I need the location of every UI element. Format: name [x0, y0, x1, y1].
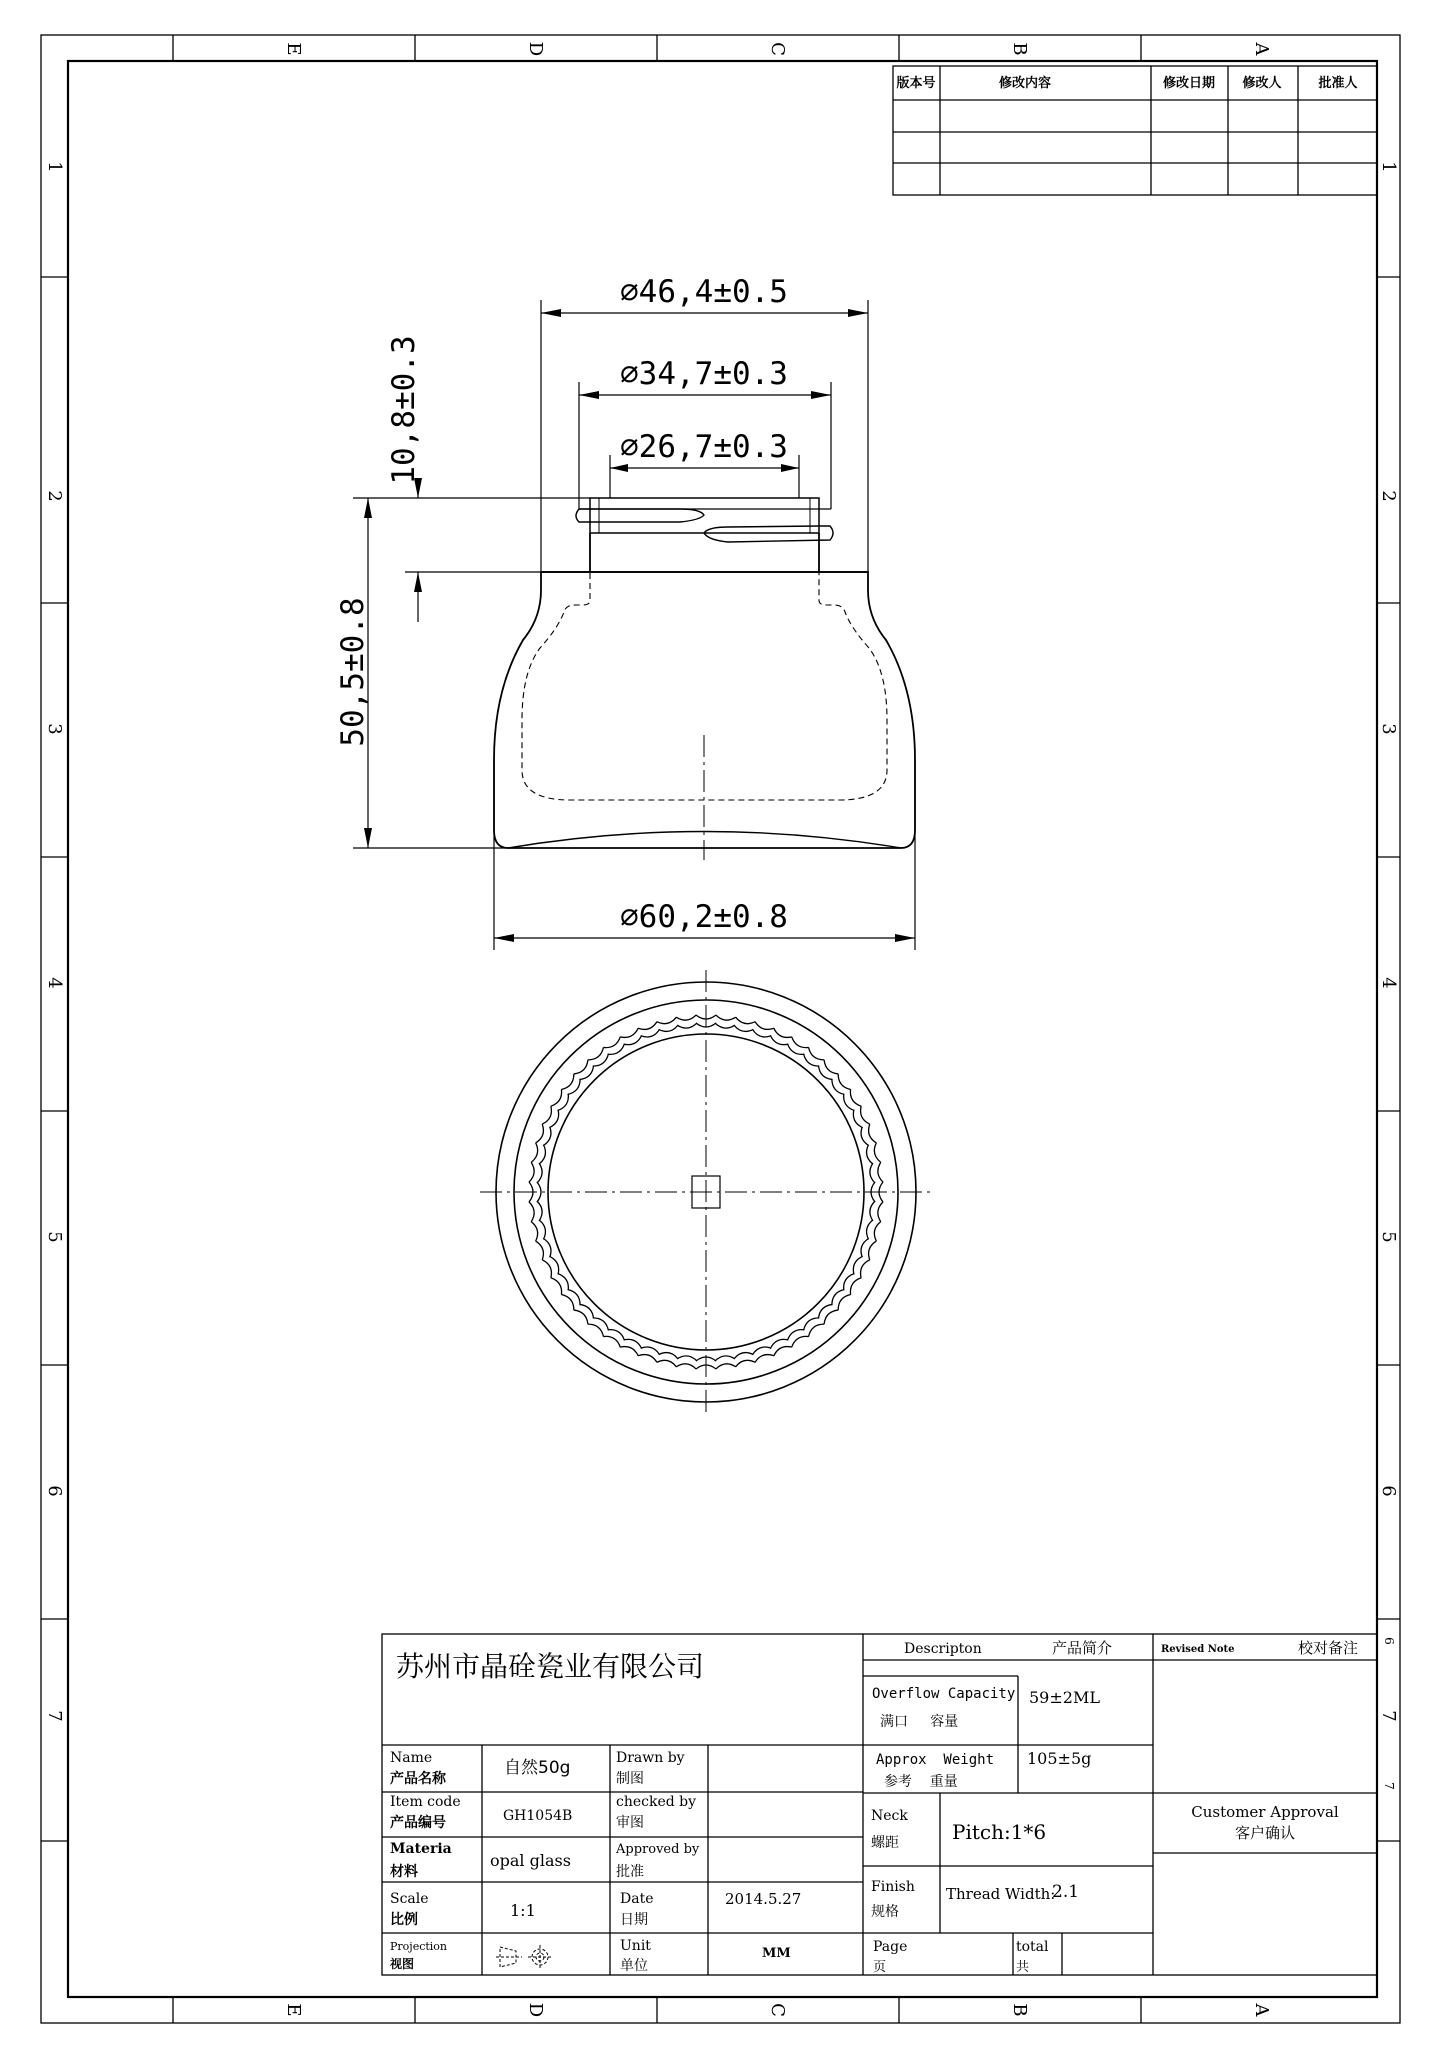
thread-ridge — [733, 1017, 755, 1033]
description-cn: 产品简介 — [1052, 1639, 1113, 1657]
thread-ridge — [551, 1271, 572, 1294]
zone-left-7: 7 — [44, 1710, 65, 1722]
thread-ridge — [801, 1047, 824, 1069]
finish-label-en: Finish — [871, 1879, 915, 1895]
thread-ridge — [531, 1219, 547, 1241]
dimension-lines — [353, 300, 915, 950]
thread-ridge — [529, 1201, 543, 1222]
page-label-cn: 页 — [873, 1960, 887, 1975]
zone-bottom-b: B — [1009, 2003, 1030, 2017]
zone-bottom-c: C — [767, 2003, 788, 2017]
date-label-en: Date — [620, 1891, 654, 1907]
zone-left-2: 2 — [44, 490, 65, 502]
thread-ridge — [574, 1302, 597, 1325]
zone-bottom-a: A — [1251, 2003, 1272, 2017]
zone-right-6b: 6 — [1382, 1637, 1396, 1645]
overflow-label-en: Overflow Capacity — [872, 1686, 1016, 1702]
thread-ridge — [840, 1271, 861, 1294]
description-en: Descripton — [904, 1641, 982, 1657]
zone-left-1: 1 — [44, 161, 65, 173]
page-label-en: Page — [873, 1939, 908, 1955]
zone-left-3: 3 — [44, 723, 65, 735]
rev-header-approver: 批准人 — [1318, 76, 1358, 91]
total-label-en: total — [1016, 1939, 1049, 1955]
thread-right — [704, 526, 833, 542]
zone-right-1: 1 — [1378, 161, 1399, 173]
zone-left-6: 6 — [44, 1485, 65, 1497]
thread-ridge — [865, 1143, 881, 1165]
zone-right-7: 7 — [1378, 1710, 1399, 1722]
date-value: 2014.5.27 — [725, 1890, 802, 1908]
name-value: 自然50g — [504, 1758, 571, 1778]
projection-label-cn: 视图 — [390, 1957, 415, 1971]
unit-value: MM — [762, 1946, 791, 1961]
dim-body-dia: ⌀60,2±0.8 — [620, 899, 788, 935]
drawn-by-label-en: Drawn by — [616, 1750, 685, 1766]
checked-by-label-en: checked by — [616, 1794, 697, 1810]
zone-top-e: E — [283, 42, 304, 56]
finish-thread-width-label: Thread Width: — [946, 1885, 1056, 1903]
item-code-label-cn: 产品编号 — [390, 1815, 446, 1831]
jar-hidden-lines — [508, 533, 901, 848]
neck-value: Pitch:1*6 — [952, 1820, 1047, 1844]
zone-right-3: 3 — [1378, 723, 1399, 735]
thread-ridge — [676, 1355, 697, 1369]
dimension-arrows — [364, 309, 915, 942]
zone-right-2: 2 — [1378, 490, 1399, 502]
unit-label-cn: 单位 — [620, 1958, 648, 1974]
rev-header-content: 修改内容 — [998, 76, 1052, 91]
thread-ridge — [603, 1326, 626, 1347]
thread-ridge — [531, 1143, 547, 1165]
overflow-label-cn: 满口 容量 — [880, 1714, 959, 1730]
thread-left — [576, 509, 704, 522]
thread-ridge — [816, 1060, 839, 1083]
thread-ridge — [657, 1017, 679, 1033]
dim-height: 50,5±0.8 — [335, 597, 371, 747]
zone-right-5: 5 — [1378, 1231, 1399, 1243]
zone-top-c: C — [767, 42, 788, 56]
date-label-cn: 日期 — [620, 1912, 648, 1928]
scale-value: 1:1 — [510, 1901, 536, 1920]
checked-by-label-cn: 审图 — [616, 1815, 644, 1831]
dim-od-finish: ⌀46,4±0.5 — [620, 274, 788, 310]
weight-label-cn: 参考 重量 — [884, 1774, 958, 1790]
zone-right-4: 4 — [1378, 977, 1399, 989]
thread-ridge — [785, 1326, 808, 1347]
name-label-cn: 产品名称 — [390, 1771, 446, 1787]
zone-left-5: 5 — [44, 1231, 65, 1243]
finish-thread-width-value: 2.1 — [1052, 1882, 1080, 1902]
thread-ridge — [785, 1037, 808, 1058]
revised-note-en: Revised Note — [1161, 1644, 1235, 1655]
projection-symbol-icon — [496, 1945, 552, 1969]
approved-by-label-en: Approved by — [616, 1842, 700, 1857]
material-value: opal glass — [490, 1851, 571, 1870]
thread-ridge — [801, 1315, 824, 1337]
revision-table — [893, 66, 1377, 195]
rev-header-date: 修改日期 — [1162, 76, 1216, 91]
overflow-value: 59±2ML — [1029, 1688, 1100, 1707]
thread-ridge — [529, 1162, 543, 1183]
thread-ridge — [561, 1287, 583, 1310]
thread-ridge — [588, 1047, 611, 1069]
zone-top-a: A — [1251, 42, 1272, 56]
scale-label-cn: 比例 — [390, 1912, 418, 1928]
thread-ridge — [715, 1015, 736, 1029]
thread-ridge — [657, 1351, 679, 1367]
dim-thread-od: ⌀34,7±0.3 — [620, 356, 788, 392]
thread-ridge — [676, 1015, 697, 1029]
zone-bottom-e: E — [283, 2003, 304, 2017]
thread-ridge — [603, 1037, 626, 1058]
approved-by-label-cn: 批准 — [616, 1864, 644, 1880]
jar-side-view — [494, 498, 915, 848]
thread-ridge — [869, 1162, 883, 1183]
thread-ridge — [574, 1060, 597, 1083]
neck-label-cn: 螺距 — [871, 1835, 899, 1851]
neck-label-en: Neck — [871, 1808, 908, 1824]
item-code-value: GH1054B — [503, 1808, 573, 1824]
dim-bore: ⌀26,7±0.3 — [620, 429, 788, 465]
thread-ridge — [551, 1089, 572, 1112]
thread-ridge — [715, 1355, 736, 1369]
name-label-en: Name — [390, 1750, 433, 1766]
company-name: 苏州市晶硂瓷业有限公司 — [396, 1650, 705, 1683]
rev-header-version: 版本号 — [896, 76, 936, 91]
zone-right-6: 6 — [1378, 1485, 1399, 1497]
zone-right-7b: 7 — [1382, 1782, 1396, 1790]
customer-approval-en: Customer Approval — [1191, 1803, 1339, 1821]
finish-label-cn: 规格 — [871, 1904, 899, 1920]
zone-top-b: B — [1009, 42, 1030, 56]
thread-ridge — [829, 1287, 851, 1310]
zone-bottom-d: D — [525, 2002, 546, 2018]
thread-ridge — [588, 1315, 611, 1337]
revised-note-cn: 校对备注 — [1298, 1639, 1359, 1657]
thread-ridge — [865, 1219, 881, 1241]
zone-left-4: 4 — [44, 977, 65, 989]
weight-value: 105±5g — [1027, 1749, 1092, 1768]
total-label-cn: 共 — [1016, 1960, 1030, 1975]
thread-ridge — [869, 1201, 883, 1222]
material-label-en: Materia — [390, 1841, 452, 1857]
material-label-cn: 材料 — [390, 1864, 418, 1880]
customer-approval-cn: 客户确认 — [1234, 1824, 1296, 1842]
weight-label-en: Approx Weight — [876, 1752, 995, 1768]
zone-labels — [44, 42, 1399, 2018]
dim-neck-height: 10,8±0.3 — [386, 335, 422, 485]
thread-ridge — [829, 1074, 851, 1097]
thread-ridge — [561, 1074, 583, 1097]
thread-ridge — [816, 1302, 839, 1325]
rev-header-modifier: 修改人 — [1242, 76, 1282, 91]
unit-label-en: Unit — [620, 1938, 651, 1954]
drawing-frame — [41, 35, 1400, 2023]
thread-ridge — [840, 1089, 861, 1112]
projection-label-en: Projection — [390, 1940, 448, 1953]
item-code-label-en: Item code — [390, 1794, 461, 1810]
scale-label-en: Scale — [390, 1891, 429, 1907]
drawn-by-label-cn: 制图 — [616, 1771, 644, 1787]
zone-top-d: D — [525, 41, 546, 57]
thread-ridge — [733, 1351, 755, 1367]
